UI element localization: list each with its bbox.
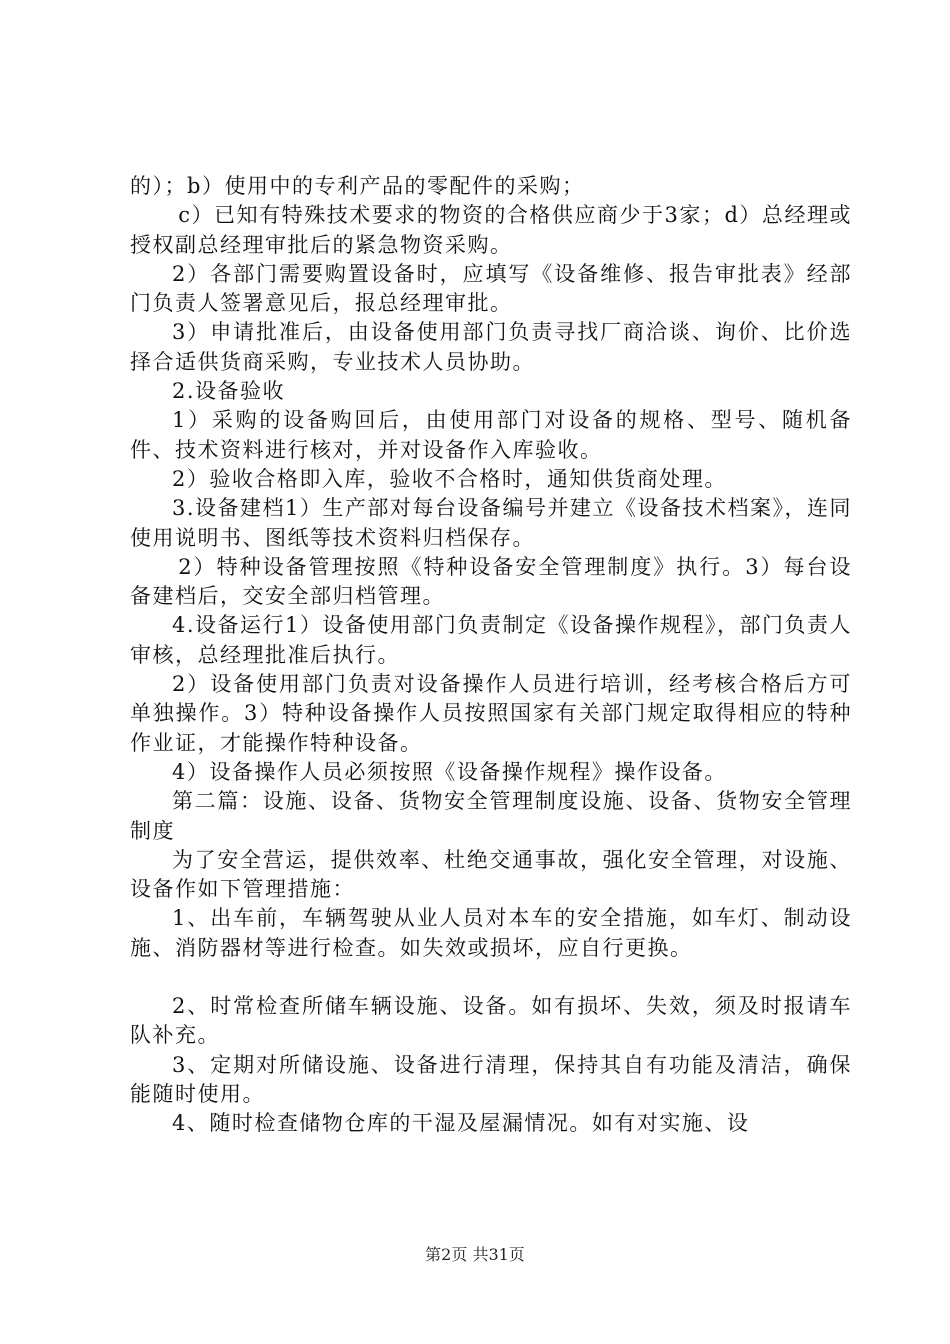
paragraph: 4、随时检查储物仓库的干湿及屋漏情况。如有对实施、设 (172, 1111, 750, 1136)
section-heading: 2.设备验收 (172, 379, 286, 404)
paragraph: 2）验收合格即入库，验收不合格时，通知供货商处理。 (172, 466, 727, 491)
paragraph: 的）；b）使用中的专利产品的零配件的采购； (130, 174, 585, 198)
paragraph: 2）各部门需要购置设备时，应填写《设备维修、报告审批表》经部门负责人签署意见后，报总经理审批。 (130, 261, 852, 316)
paragraph: 1）采购的设备购回后，由使用部门对设备的规格、型号、随机备件、技术资料进行核对，并对设备作入库验收。 (130, 408, 852, 462)
paragraph: 2）特种设备管理按照《特种设备安全管理制度》执行。3）每台设备建档后，交安全部归档管理。 (130, 554, 852, 609)
paragraph: 2）设备使用部门负责对设备操作人员进行培训，经考核合格后方可单独操作。3）特种设备操作人员按照国家有关部门规定取得相应的特种作业证，才能操作特种设备。 (130, 672, 852, 755)
blank-line (130, 963, 852, 992)
paragraph: 为了安全营运，提供效率、杜绝交通事故，强化安全管理，对设施、设备作如下管理措施： (130, 847, 852, 902)
page-number-footer: 第2页 共31页 (425, 1245, 525, 1264)
paragraph: 2、时常检查所储车辆设施、设备。如有损坏、失效，须及时报请车队补充。 (130, 994, 852, 1048)
document-body (130, 172, 852, 1139)
paragraph: 1、出车前，车辆驾驶从业人员对本车的安全措施，如车灯、制动设施、消防器材等进行检查。如失效或损坏，应自行更换。 (130, 906, 852, 960)
paragraph: 4）设备操作人员必须按照《设备操作规程》操作设备。 (172, 759, 727, 784)
paragraph: 3）申请批准后，由设备使用部门负责寻找厂商洽谈、询价、比价选择合适供货商采购，专业技术人员协助。 (130, 320, 852, 374)
paragraph: 3、定期对所储设施、设备进行清理，保持其自有功能及清洁，确保能随时使用。 (130, 1052, 852, 1106)
paragraph: 4.设备运行1）设备使用部门负责制定《设备操作规程》，部门负责人审核，总经理批准后执行。 (130, 613, 852, 667)
paragraph: 3.设备建档1）生产部对每台设备编号并建立《设备技术档案》，连同使用说明书、图纸等技术资料归档保存。 (130, 496, 852, 550)
paragraph: c）已知有特殊技术要求的物资的合格供应商少于3家；d）总经理或授权副总经理审批后的紧急物资采购。 (130, 203, 852, 257)
chapter-heading: 第二篇：设施、设备、货物安全管理制度设施、设备、货物安全管理制度 (130, 789, 852, 843)
